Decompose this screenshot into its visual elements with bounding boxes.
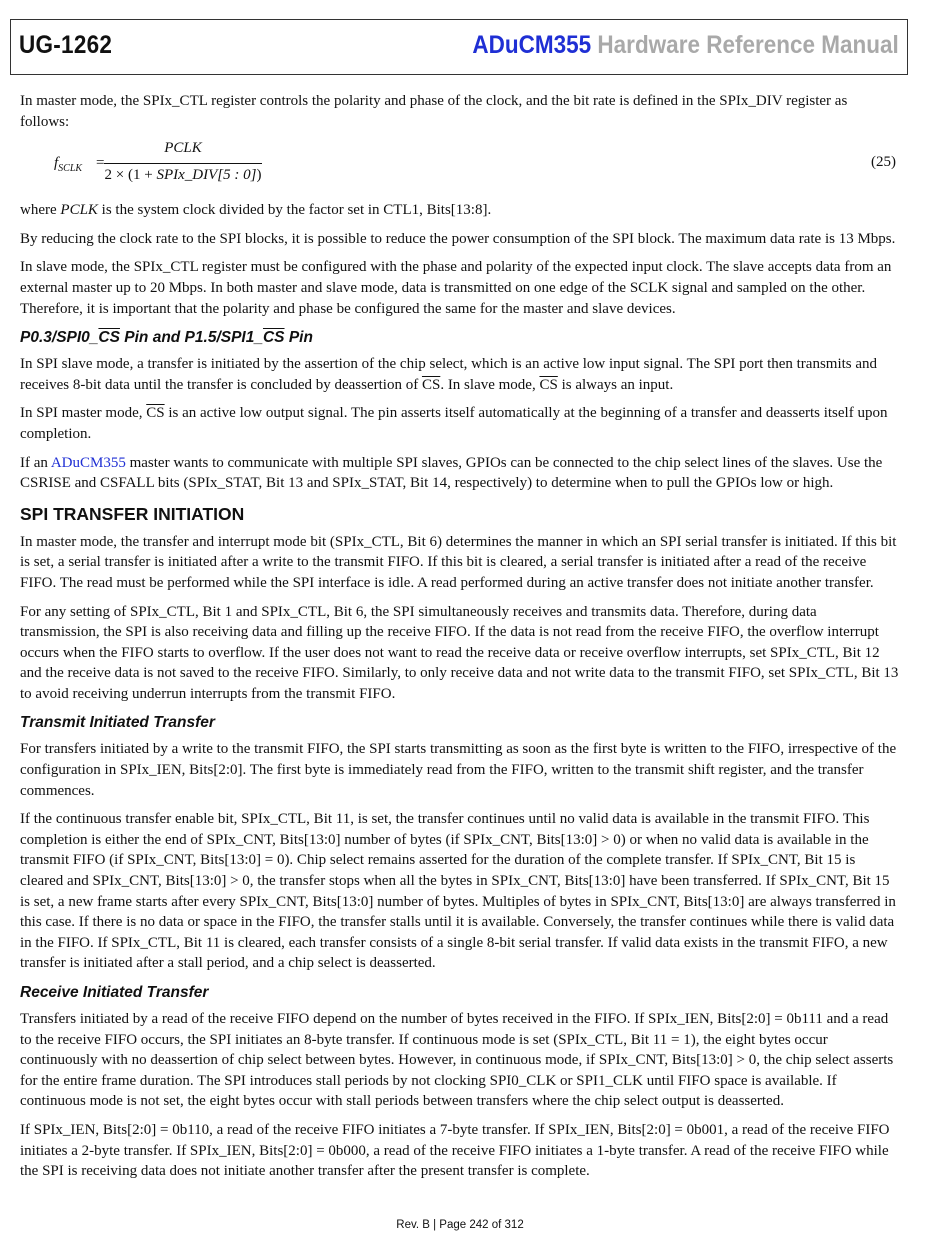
- paragraph: where PCLK is the system clock divided by the factor set in CTL1, Bits[13:8].: [20, 202, 492, 219]
- manual-title: [473, 31, 899, 60]
- paragraph: For transfers initiated by a write to the transmit FIFO, the SPI starts transmitting as soon as the first byte is written to the FIFO, irrespective of the configuration in SPIx_IEN, Bits[2:0]. The first byte is immediately read from the FIFO, written to the transmit shift register, and the transfer commences.: [20, 741, 897, 799]
- section-heading: SPI TRANSFER INITIATION: [20, 503, 245, 524]
- equation-number: (25): [871, 154, 896, 171]
- paragraph: By reducing the clock rate to the SPI blocks, it is possible to reduce the power consumption of the SPI block. The maximum data rate is 13 Mbps.: [20, 230, 896, 247]
- equation-fraction: [104, 140, 262, 184]
- page-footer: Rev. B | Page 242 of 312: [396, 1219, 524, 1231]
- paragraph: In slave mode, the SPIx_CTL register must be configured with the phase and polarity of the expected input clock. The slave accepts data from an external master up to 20 Mbps. In both master and slave mode, data is transmitted on one edge of the SCLK signal and sampled on the other. Therefore, it is important that the polarity and phase be configured the same for the master and slave devices.: [20, 259, 892, 317]
- paragraph: For any setting of SPIx_CTL, Bit 1 and SPIx_CTL, Bit 6, the SPI simultaneously receives and transmits data. Therefore, during data transmission, the SPI is also receiving data and filling up the receive FIFO. If the data is not read from the receive FIFO, the overflow interrupt occurs when the FIFO starts to overflow. If the user does not want to read the receive data or receive overflow interrupts, set SPIx_CTL, Bit 12 and the receive data is not saved to the receive FIFO. Similarly, to only receive data and not write data to the transmit FIFO, set SPIx_CTL, Bit 13 to avoid receiving underrun interrupts from the transmit FIFO.: [20, 603, 899, 702]
- subheading-transmit: Transmit Initiated Transfer: [20, 714, 215, 732]
- subheading-cs-pins: P0.3/SPI0_CS Pin and P1.5/SPI1_CS Pin: [20, 329, 313, 347]
- equation-25: [20, 140, 900, 194]
- paragraph: If SPIx_IEN, Bits[2:0] = 0b110, a read of the receive FIFO initiates a 7-byte transfer. If SPIx_IEN, Bits[2:0] = 0b001, a read of the receive FIFO initiates a 2-byte transfer. If SPIx_IEN, Bits[2:0] = 0b000, a read of the receive FIFO initiates a 1-byte transfer. A read of the receive FIFO while the SPI is receiving data does not initiate another transfer after the present transfer is complete.: [20, 1121, 890, 1180]
- equation-denominator: 2 × (1 + SPIx_DIV[5 : 0]): [104, 167, 262, 184]
- manual-name: Hardware Reference Manual: [597, 31, 899, 59]
- paragraph: In SPI slave mode, a transfer is initiated by the assertion of the chip select, which is an active low input signal. The SPI port then transmits and receives 8-bit data until the transfer is concluded by deassertion of $\overline{CS}$. In slave mode, $\overline{CS}$ is always an input.: [20, 356, 878, 393]
- document-id: UG-1262: [19, 31, 113, 59]
- equation-numerator: PCLK: [164, 140, 202, 157]
- paragraph: If an ADuCM355 master wants to communicate with multiple SPI slaves, GPIOs can be connected to the chip select lines of the slaves. Use the CSRISE and CSFALL bits (SPIx_STAT, Bit 13 and SPIx_STAT, Bit 14, respectively) to determine when to pull the GPIOs low or high.: [20, 454, 883, 492]
- paragraph: In master mode, the SPIx_CTL register controls the polarity and phase of the clock, and the bit rate is defined in the SPIx_DIV register as follows:: [20, 93, 848, 130]
- paragraph: Transfers initiated by a read of the receive FIFO depend on the number of bytes received in the FIFO. If SPIx_IEN, Bits[2:0] = 0b111 and a read to the receive FIFO occurs, the SPI initiates an 8-byte transfer. If continuous mode is set (SPIx_CTL, Bit 11 = 1), the eight bytes occur continuously with no deassertion of chip select between bytes. However, in continuous mode, if SPIx_CNT, Bits[13:0] > 0, the chip select asserts for the entire frame duration. The SPI introduces stall periods by not clocking SPI0_CLK or SPI1_CLK until FIFO space is available. If continuous mode is not set, the eight bytes occur with stall periods between transfers where the chip select output is deasserted.: [20, 1011, 894, 1110]
- page-content: [20, 91, 900, 1190]
- page-header: [10, 19, 908, 75]
- subheading-receive: Receive Initiated Transfer: [20, 984, 209, 1001]
- product-link[interactable]: ADuCM355: [50, 454, 126, 471]
- product-name: ADuCM355: [472, 31, 592, 59]
- equation-lhs: $f_{SCLK}$: [54, 155, 83, 175]
- fraction-bar: [104, 163, 262, 164]
- paragraph: In master mode, the transfer and interrupt mode bit (SPIx_CTL, Bit 6) determines the manner in which an SPI serial transfer is initiated. If this bit is set, a serial transfer is initiated after a write to the transmit FIFO. If this bit is cleared, a serial transfer is initiated after a read of the receive FIFO. The read must be performed while the SPI interface is idle. A read performed during an active transfer does not initiate another transfer.: [20, 533, 897, 591]
- paragraph: If the continuous transfer enable bit, SPIx_CTL, Bit 11, is set, the transfer continues until no valid data is available in the transmit FIFO. This completion is either the end of SPIx_CNT, Bits[13:0] number of bytes (if SPIx_CNT, Bits[13:0] > 0) or when no valid data is available in the transmit FIFO (if SPIx_CNT, Bits[13:0] = 0). Chip select remains asserted for the duration of the complete transfer. If SPIx_CNT, Bit 15 is cleared and SPIx_CNT, Bits[13:0] > 0, the transfer stops when all the bytes in SPIx_CNT, Bits[13:0] have been transferred. If SPIx_CNT, Bit 15 is set, a new frame starts after every SPIx_CNT, Bits[13:0] number of bytes. Multiples of bytes in SPIx_CNT, Bits[13:0] are always transferred in this case. If there is no data or space in the FIFO, the transfer stalls until it is available. Conversely, the transfer continues while there is valid data in the FIFO. If SPIx_CTL, Bit 11 is cleared, each transfer consists of a single 8-bit serial transfer. If valid data exists in the transmit FIFO, a new transfer is initiated after a stall period, and a chip select is deasserted.: [20, 811, 896, 972]
- equation-equals: =: [96, 155, 105, 172]
- paragraph: In SPI master mode, $\overline{CS}$ is an active low output signal. The pin asserts itself automatically at the beginning of a transfer and deasserts itself upon completion.: [20, 405, 888, 442]
